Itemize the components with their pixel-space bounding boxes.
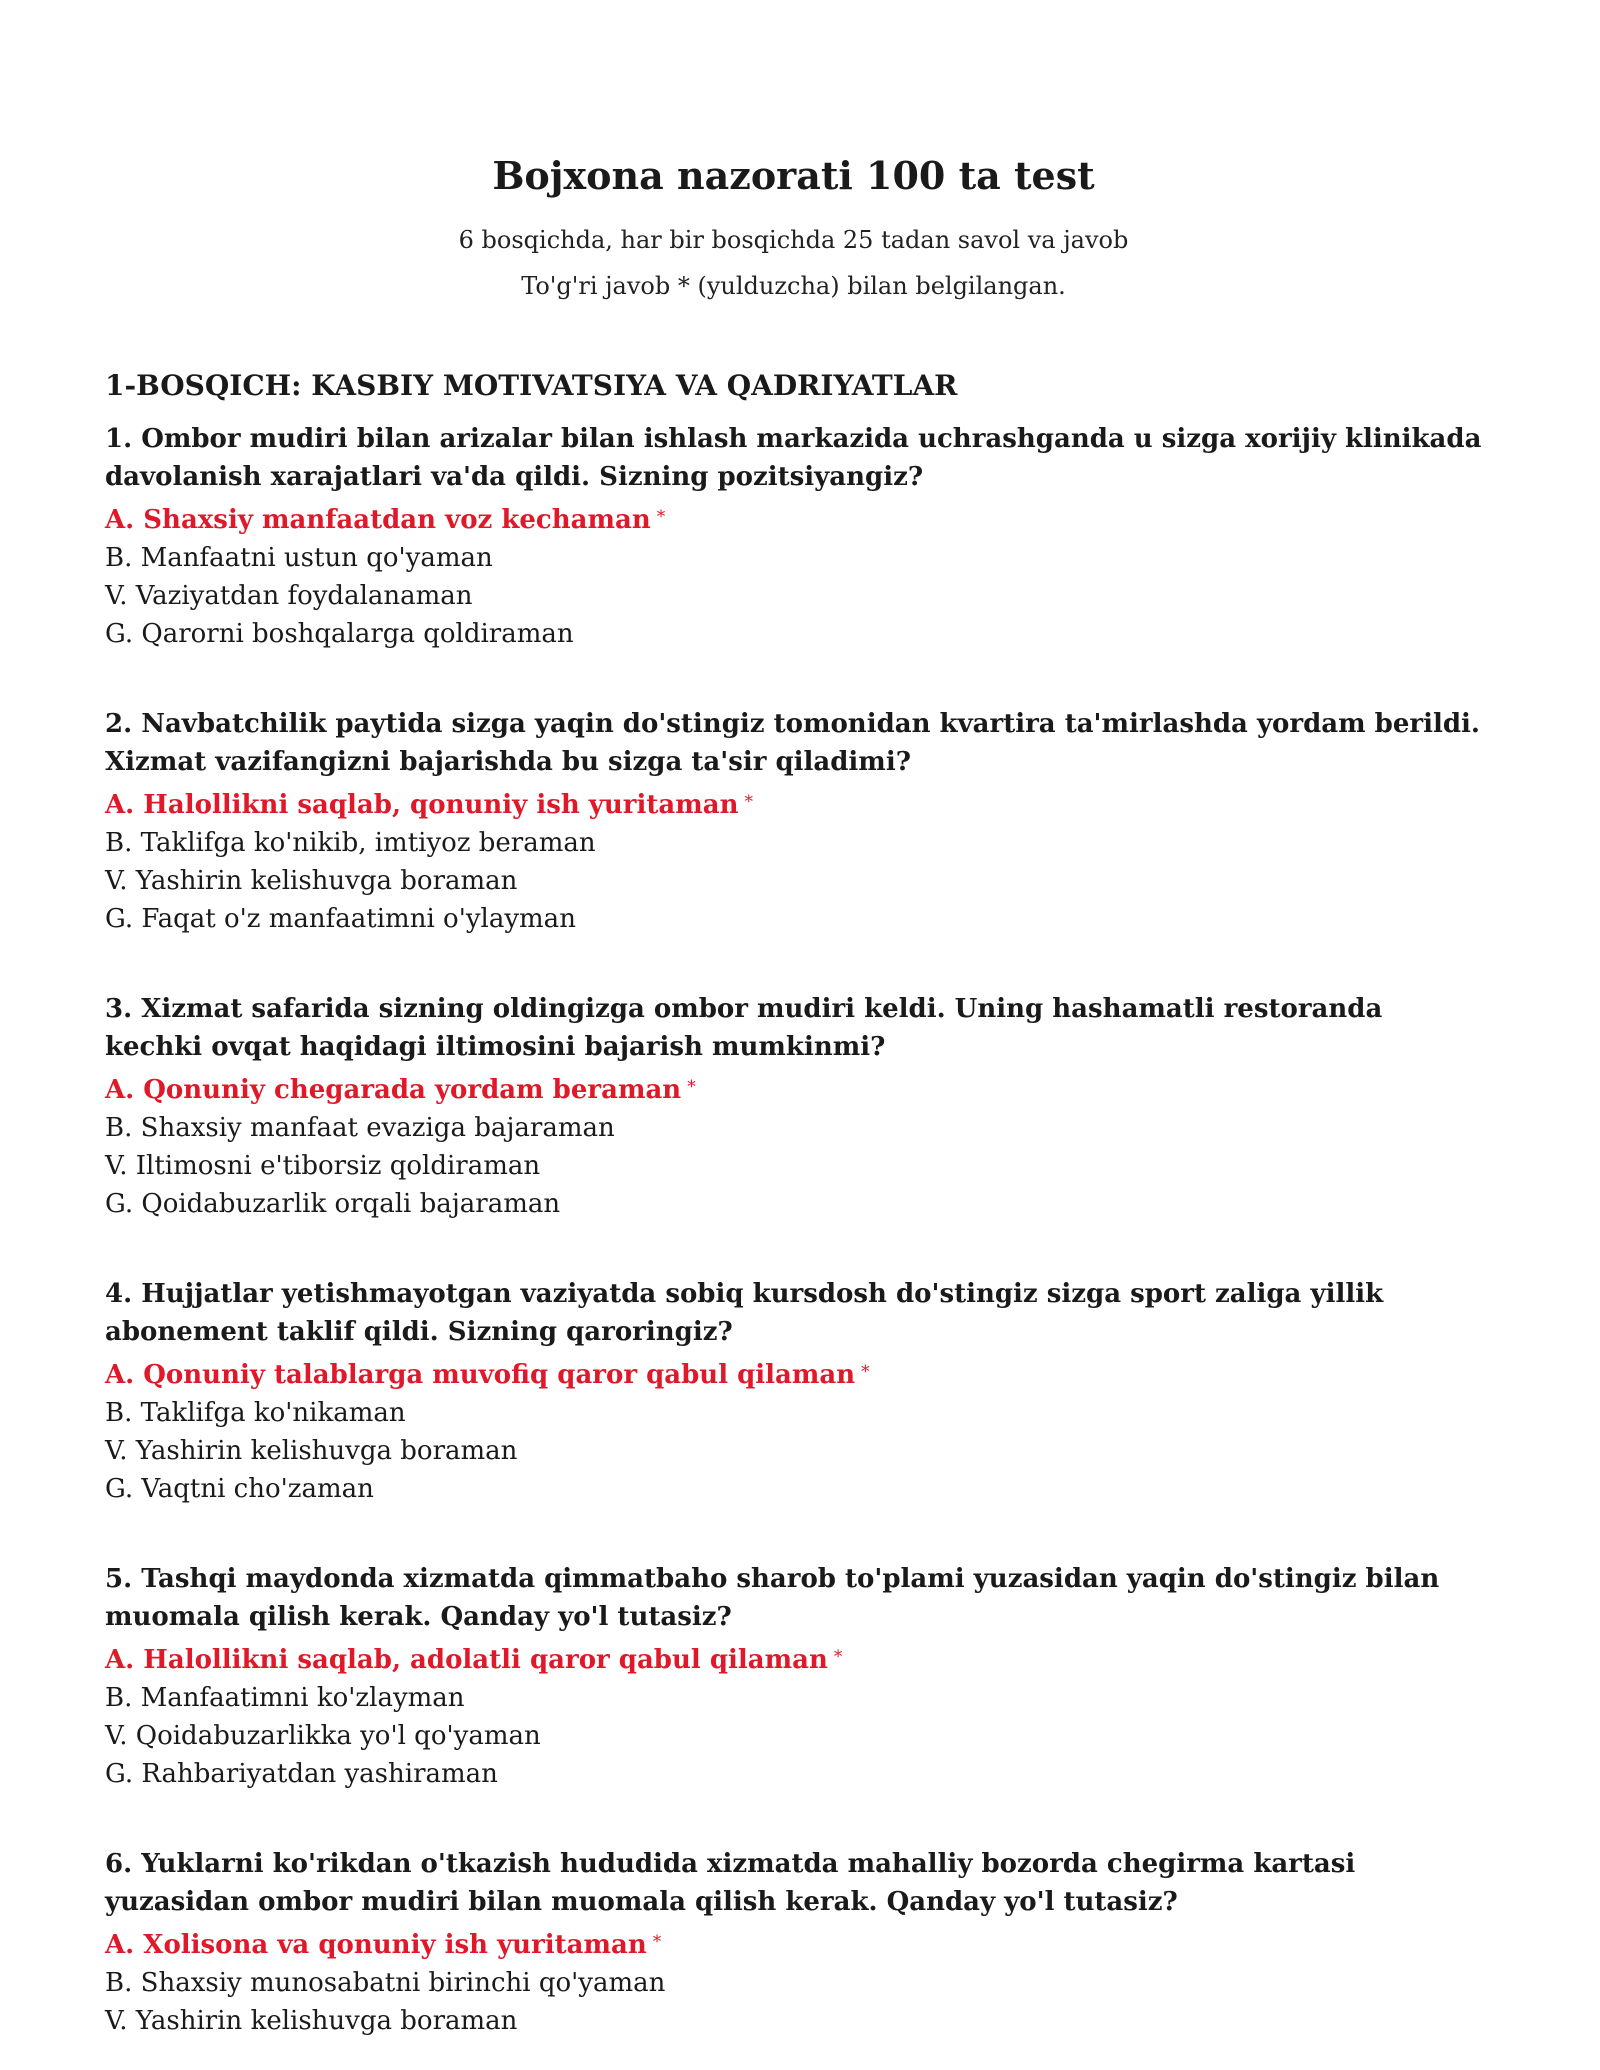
question-text: 3. Xizmat safarida sizning oldingizga ombor mudiri keldi. Uning hashamatli restoranda kechki ovqat haqidagi iltimosini bajarish mumkinmi?: [105, 994, 1383, 1062]
answer-option: B. Manfaatni ustun qo'yaman: [105, 543, 493, 573]
correct-answer-label: A. Halollikni saqlab, adolatli qaror qabul qilaman: [105, 1645, 828, 1675]
document-header: [105, 150, 1482, 306]
answer-option: V. Iltimosni e'tiborsiz qoldiraman: [105, 1151, 541, 1181]
answer-option: B. Shaxsiy manfaat evaziga bajaraman: [105, 1113, 615, 1143]
answer-option: G. Vaqtni cho'zaman: [105, 1474, 374, 1504]
answer-option: G. Qarorni boshqalarga qoldiraman: [105, 619, 574, 649]
correct-answer-label: A. Shaxsiy manfaatdan voz kechaman: [105, 505, 651, 535]
document-title: Bojxona nazorati 100 ta test: [492, 153, 1095, 198]
question-3: [105, 990, 1482, 1223]
question-text: 6. Yuklarni ko'rikdan o'tkazish hududida xizmatda mahalliy bozorda chegirma kartasi yuzasidan ombor mudiri bilan muomala qilish kerak. Qanday yo'l tutasiz?: [105, 1849, 1356, 1917]
answer-option: V. Yashirin kelishuvga boraman: [105, 1436, 518, 1466]
answer-option: V. Yashirin kelishuvga boraman: [105, 2006, 518, 2036]
answer-option: V. Qoidabuzarlikka yo'l qo'yaman: [105, 1721, 541, 1751]
answer-option: V. Vaziyatdan foydalanaman: [105, 581, 473, 611]
question-text: 2. Navbatchilik paytida sizga yaqin do'stingiz tomonidan kvartira ta'mirlashda yordam berildi. Xizmat vazifangizni bajarishda bu sizga ta'sir qiladimi?: [105, 709, 1480, 777]
question-list: [105, 420, 1482, 2040]
answer-option: G. Qoidabuzarlik orqali bajaraman: [105, 1189, 561, 1219]
question-text: 5. Tashqi maydonda xizmatda qimmatbaho sharob to'plami yuzasidan yaqin do'stingiz bilan muomala qilish kerak. Qanday yo'l tutasiz?: [105, 1564, 1440, 1632]
answer-option: G. Rahbariyatdan yashiraman: [105, 1759, 498, 1789]
question-6: [105, 1845, 1482, 2040]
question-2: [105, 705, 1482, 938]
answer-option: V. Yashirin kelishuvga boraman: [105, 866, 518, 896]
correct-answer-label: A. Xolisona va qonuniy ish yuritaman: [105, 1930, 647, 1960]
question-text: 4. Hujjatlar yetishmayotgan vaziyatda sobiq kursdosh do'stingiz sizga sport zaliga yillik abonement taklif qildi. Sizning qaroringiz?: [105, 1279, 1384, 1347]
answer-option: B. Taklifga ko'nikaman: [105, 1398, 406, 1428]
answer-option: B. Taklifga ko'nikib, imtiyoz beraman: [105, 828, 596, 858]
correct-answer: [105, 1353, 1482, 1394]
document-note: To'g'ri javob * (yulduzcha) bilan belgilangan.: [521, 272, 1066, 300]
correct-answer: [105, 1068, 1482, 1109]
answer-option: B. Manfaatimni ko'zlayman: [105, 1683, 465, 1713]
correct-answer: [105, 498, 1482, 539]
star-icon: *: [687, 1077, 696, 1097]
section-heading: 1-BOSQICH: KASBIY MOTIVATSIYA VA QADRIYATLAR: [105, 369, 958, 402]
document-subtitle: 6 bosqichda, har bir bosqichda 25 tadan savol va javob: [458, 226, 1129, 254]
star-icon: *: [656, 507, 666, 527]
correct-answer: [105, 783, 1482, 824]
star-icon: *: [744, 792, 753, 812]
star-icon: *: [861, 1362, 870, 1382]
question-text: 1. Ombor mudiri bilan arizalar bilan ishlash markazida uchrashganda u sizga xorijiy klinikada davolanish xarajatlari va'da qildi. Sizning pozitsiyangiz?: [105, 424, 1482, 492]
question-4: [105, 1275, 1482, 1508]
correct-answer-label: A. Qonuniy talablarga muvofiq qaror qabul qilaman: [105, 1360, 856, 1390]
correct-answer-label: A. Halollikni saqlab, qonuniy ish yuritaman: [105, 790, 739, 820]
correct-answer-label: A. Qonuniy chegarada yordam beraman: [105, 1075, 682, 1105]
question-5: [105, 1560, 1482, 1793]
question-1: [105, 420, 1482, 653]
star-icon: *: [652, 1932, 662, 1952]
answer-option: B. Shaxsiy munosabatni birinchi qo'yaman: [105, 1968, 666, 1998]
answer-option: G. Faqat o'z manfaatimni o'ylayman: [105, 904, 576, 934]
star-icon: *: [833, 1647, 843, 1667]
correct-answer: [105, 1923, 1482, 1964]
correct-answer: [105, 1638, 1482, 1679]
